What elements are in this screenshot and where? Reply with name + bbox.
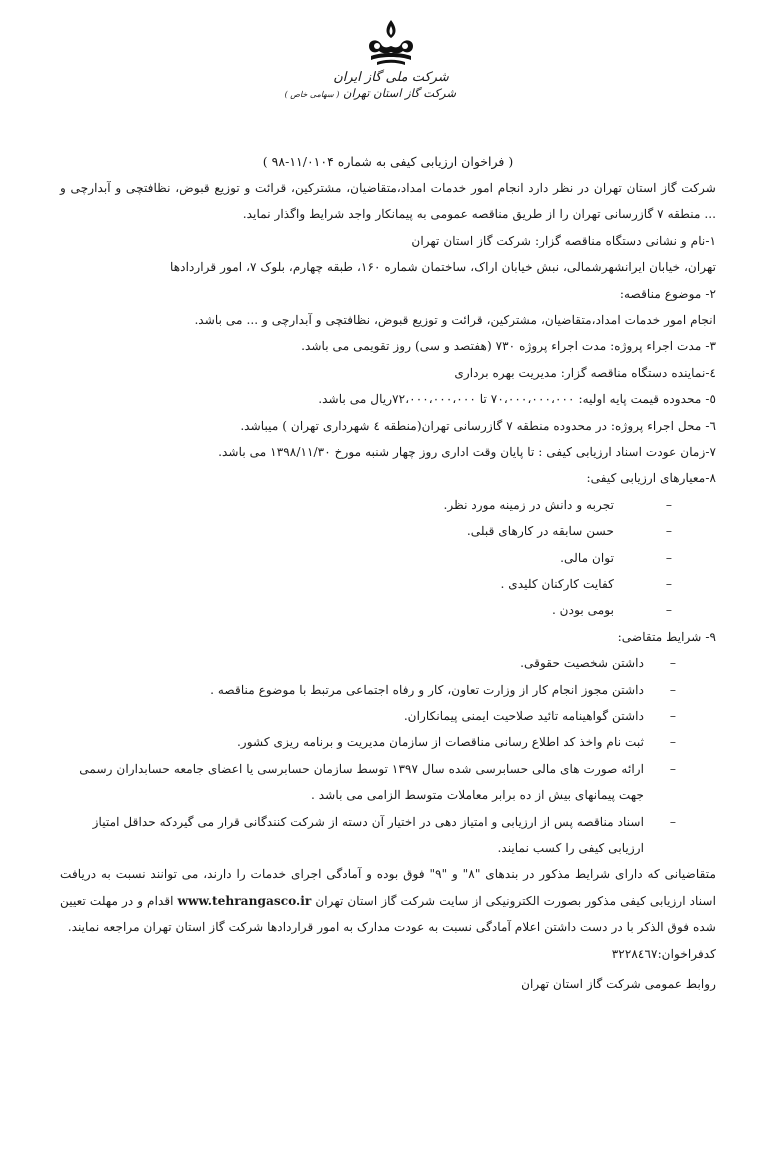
signature: روابط عمومی شرکت گاز استان تهران [521, 977, 716, 992]
list-item: – توان مالی. [60, 545, 716, 571]
letterhead [284, 18, 456, 128]
company-sub-name: شرکت گاز استان تهران [343, 86, 456, 100]
item-1: ۱-نام و نشانی دستگاه مناقصه گزار: شرکت گاز استان تهران [411, 233, 716, 248]
dash-icon: – [665, 497, 672, 512]
closing-text-after-url: اقدام و در مهلت تعیین شده فوق الذکر با در دست داشتن اعلام آمادگی نسبت به عودت مدارک به امور قراردادها شرکت گاز استان تهران مراجعه نمایند. [60, 893, 716, 935]
dash-icon: – [669, 735, 676, 750]
dash-icon: – [669, 814, 676, 829]
dash-icon: – [665, 524, 672, 539]
item-5: ٥- محدوده قیمت پایه اولیه: ۷۰،۰۰۰،۰۰۰،۰۰۰ تا ۷۲،۰۰۰،۰۰۰،۰۰۰ریال می باشد. [318, 392, 716, 407]
item-2: ۲- موضوع مناقصه: [619, 286, 716, 301]
list-item: – داشتن گواهینامه تائید صلاحیت ایمنی پیمانکاران. [60, 703, 716, 729]
criteria-list [60, 492, 716, 624]
dash-icon: – [669, 761, 676, 776]
announcement-title: ( فراخوان ارزیابی کیفی به شماره ۱۱/۰۱۰۴-۹۸ ) [262, 153, 514, 169]
announcement-code: کدفراخوان:۳۲۲۸٤٦۷ [611, 946, 716, 961]
dash-icon: – [669, 709, 676, 724]
website-link[interactable]: www.tehrangasco.ir [177, 893, 312, 908]
dash-icon: – [665, 550, 672, 565]
list-item: – ثبت نام واخذ کد اطلاع رسانی مناقصات از سازمان مدیریت و برنامه ریزی کشور. [60, 729, 716, 755]
item-7: ۷-زمان عودت اسناد ارزیابی کیفی : تا پایان وقت اداری روز چهار شنبه مورخ ۱۳۹۸/۱۱/۳۰ می باشد. [218, 444, 716, 459]
dash-icon: – [665, 603, 672, 618]
list-item: – حسن سابقه در کارهای قبلی. [60, 518, 716, 544]
closing-paragraph [60, 861, 716, 940]
item-4: ٤-نماینده دستگاه مناقصه گزار: مدیریت بهره برداری [454, 365, 716, 380]
item-9: ۹- شرایط متقاضی: [617, 629, 716, 644]
list-item: – کفایت کارکنان کلیدی . [60, 571, 716, 597]
item-8: ۸-معیارهای ارزیابی کیفی: [586, 471, 716, 486]
list-item: – اسناد مناقصه پس از ارزیابی و امتیاز دهی در اختیار آن دسته از شرکت کنندگانی قرار می گیردکه حداقل امتیاز ارزیابی کیفی را کسب نمایند. [60, 809, 716, 862]
list-item: – داشتن شخصیت حقوقی. [60, 650, 716, 676]
list-item: – ارائه صورت های مالی حسابرسی شده سال ۱۳۹۷ توسط سازمان حسابرسی یا اعضای جامعه حسابداران رسمی جهت پیمانهای بیش از ده برابر معاملات متوسط الزامی می باشد . [60, 756, 716, 809]
company-subsidiary [284, 86, 456, 102]
item-6: ٦- محل اجراء پروژه: در محدوده منطقه ۷ گازرسانی تهران(منطقه ٤ شهرداری تهران ) میباشد. [240, 418, 716, 433]
item-1-address: تهران، خیابان ایرانشهرشمالی، نبش خیابان اراک، ساختمان شماره ۱۶۰، طبقه چهارم، بلوک ۷، امور قراردادها [170, 260, 716, 275]
list-item: – بومی بودن . [60, 597, 716, 623]
company-sub-tag: ( سهامی خاص ) [284, 90, 340, 99]
conditions-list [60, 650, 716, 861]
dash-icon: – [669, 682, 676, 697]
list-item: – تجربه و دانش در زمینه مورد نظر. [60, 492, 716, 518]
intro-paragraph: شرکت گاز استان تهران در نظر دارد انجام امور خدمات امداد،متقاضیان، مشترکین، قرائت و توزیع قبوض، نظافتچی و آبدارچی و ... منطقه ۷ گازرسانی تهران را از طریق مناقصه عمومی به پیمانکار واجد شرایط واگذار نماید. [60, 180, 716, 222]
dash-icon: – [665, 577, 672, 591]
announcement-body [60, 136, 716, 998]
dash-icon: – [669, 656, 676, 671]
closing-text-before-url: متقاضیانی که دارای شرایط مذکور در بندهای "۸" و "۹" فوق بوده و آمادگی اجرای خدمات را دارند، می توانند نسبت به دریافت اسناد ارزیابی کیفی مذکور بصورت الکترونیکی از سایت شرکت گاز استان تهران [60, 867, 717, 908]
nigc-flame-logo-icon [363, 18, 419, 70]
company-name: شرکت ملی گاز ایران [333, 70, 449, 85]
item-2-description: انجام امور خدمات امداد،متقاضیان، مشترکین، قرائت و توزیع قبوض، نظافتچی و آبدارچی و ... می باشد. [194, 312, 716, 327]
item-3: ۳- مدت اجراء پروژه: مدت اجراء پروژه ۷۳۰ (هفتصد و سی) روز تقویمی می باشد. [301, 339, 716, 354]
list-item: – داشتن مجوز انجام کار از وزارت تعاون، کار و رفاه اجتماعی مرتبط با موضوع مناقصه . [60, 677, 716, 703]
